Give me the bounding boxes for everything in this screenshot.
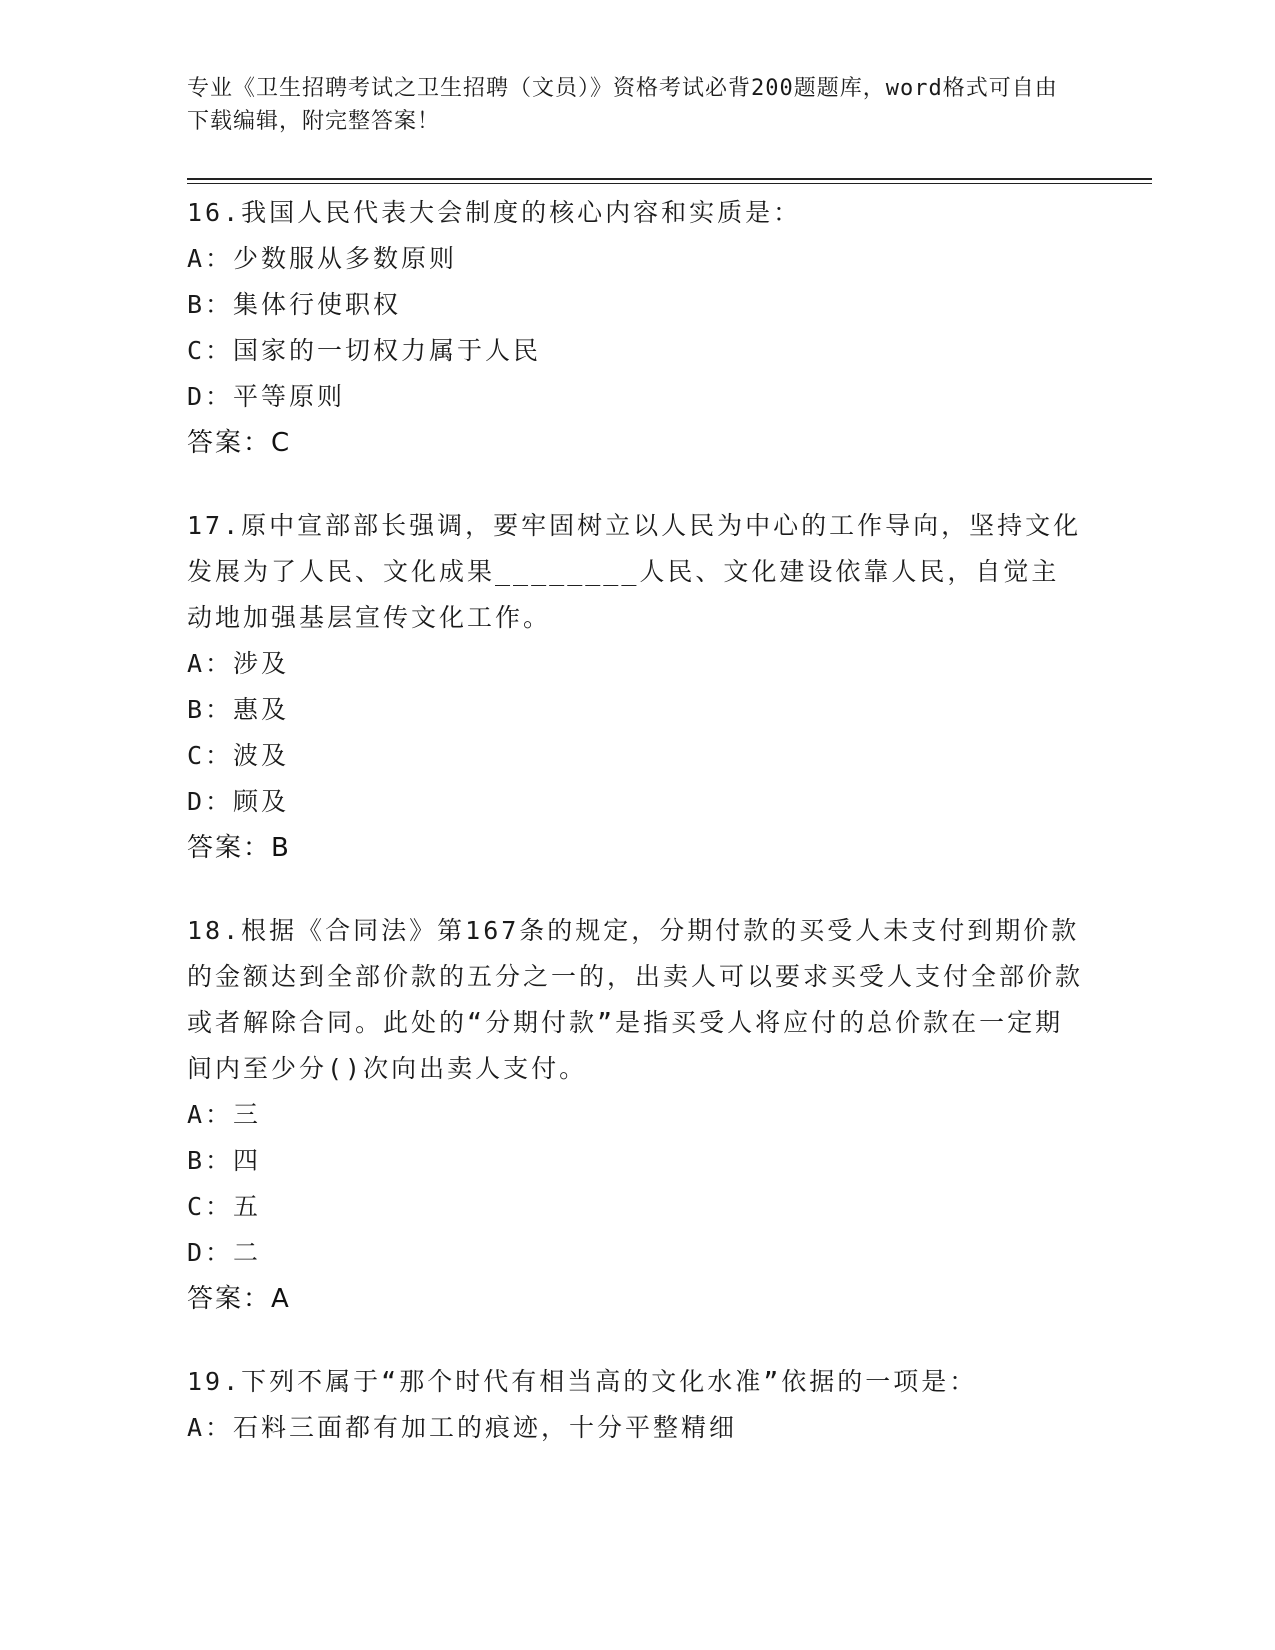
option-c: C：波及 (187, 741, 290, 770)
question-17 (187, 503, 1087, 871)
question-list (187, 190, 1087, 1488)
question-19 (187, 1359, 1087, 1451)
option-a: A：三 (187, 1100, 262, 1129)
option-c: C：五 (187, 1192, 262, 1221)
header-rule-thin (187, 183, 1152, 184)
question-16 (187, 190, 1087, 466)
question-stem: 19.下列不属于“那个时代有相当高的文化水准”依据的一项是： (187, 1367, 978, 1396)
question-stem: 18.根据《合同法》第167条的规定，分期付款的买受人未支付到期价款的金额达到全部价款的五分之一的，出卖人可以要求买受人支付全部价款或者解除合同。此处的“分期付款”是指买受人将应付的总价款在一定期间内至少分()次向出卖人支付。 (187, 916, 1084, 1083)
answer: 答案：A (187, 1284, 291, 1314)
option-d: D：平等原则 (187, 382, 346, 411)
option-b: B：惠及 (187, 695, 290, 724)
question-18 (187, 908, 1087, 1322)
option-a: A：少数服从多数原则 (187, 244, 458, 273)
option-b: B：集体行使职权 (187, 290, 402, 319)
document-header: 专业《卫生招聘考试之卫生招聘（文员）》资格考试必背200题题库，word格式可自由下载编辑，附完整答案！ (187, 76, 1058, 134)
option-a: A：涉及 (187, 649, 290, 678)
option-b: B：四 (187, 1146, 262, 1175)
option-d: D：二 (187, 1238, 262, 1267)
answer: 答案：C (187, 428, 292, 458)
question-stem: 16.我国人民代表大会制度的核心内容和实质是： (187, 198, 802, 227)
header-rule-thick (187, 178, 1152, 180)
answer: 答案：B (187, 833, 291, 863)
question-stem: 17.原中宣部部长强调，要牢固树立以人民为中心的工作导向，坚持文化发展为了人民、文化成果________人民、文化建设依靠人民，自觉主动地加强基层宣传文化工作。 (187, 511, 1082, 632)
option-c: C：国家的一切权力属于人民 (187, 336, 542, 365)
option-d: D：顾及 (187, 787, 290, 816)
option-a: A：石料三面都有加工的痕迹，十分平整精细 (187, 1413, 738, 1442)
